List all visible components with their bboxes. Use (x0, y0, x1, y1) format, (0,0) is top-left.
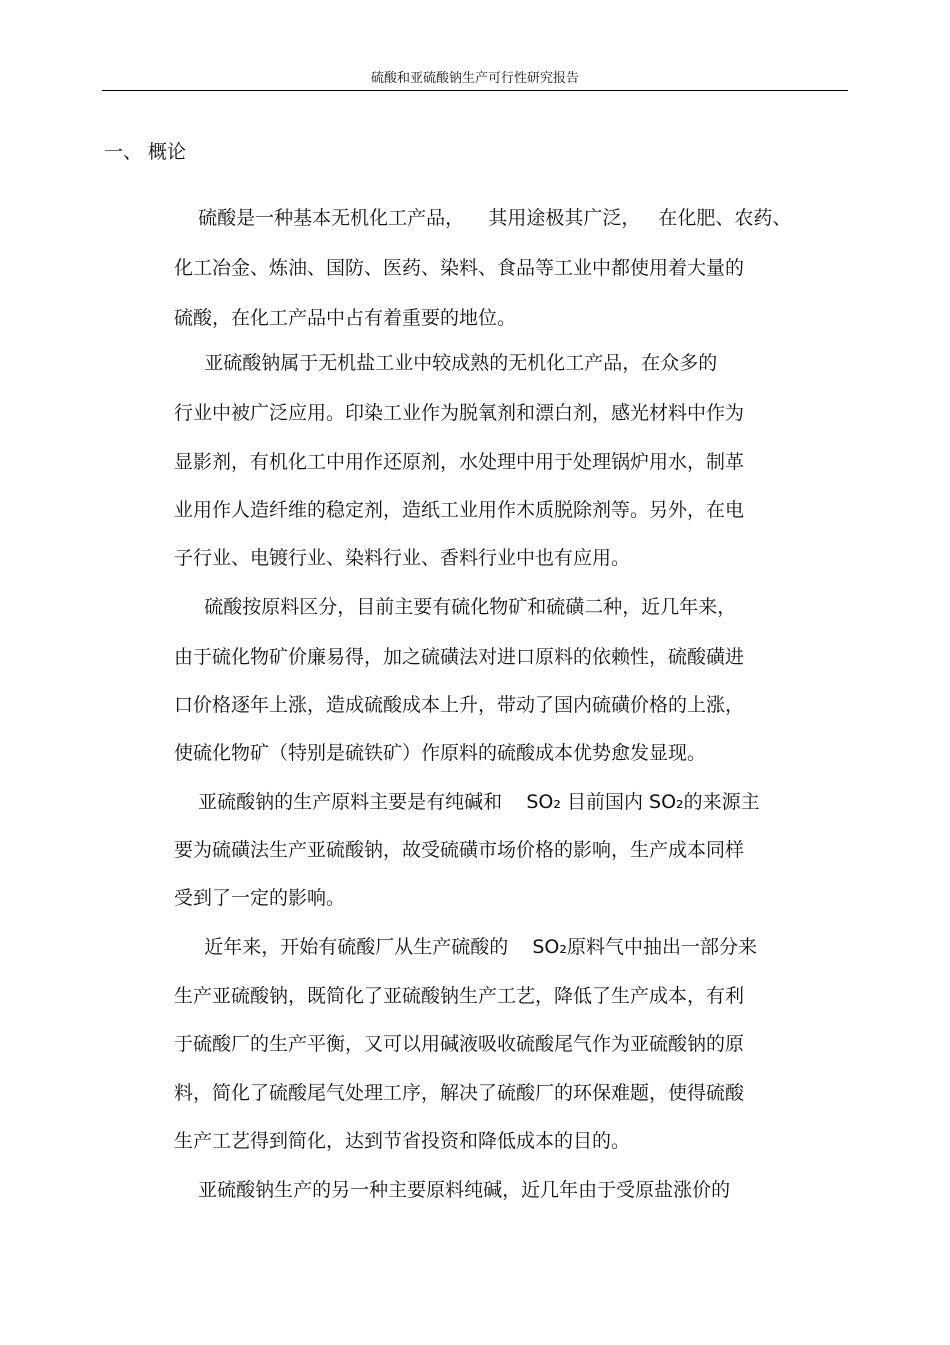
body-line: 硫酸，在化工产品中占有着重要的地位。 (174, 307, 517, 329)
body-line: 由于硫化物矿价廉易得，加之硫磺法对进口原料的依赖性，硫酸磺进 (174, 646, 745, 668)
body-line: 子行业、电镀行业、染料行业、香料行业中也有应用。 (174, 547, 631, 569)
body-line: 亚硫酸钠属于无机盐工业中较成熟的无机化工产品，在众多的 (174, 352, 718, 374)
body-line: 使硫化物矿（特别是硫铁矿）作原料的硫酸成本优势愈发显现。 (174, 742, 707, 764)
body-line: 生产工艺得到简化，达到节省投资和降低成本的目的。 (174, 1130, 631, 1152)
body-line: 亚硫酸钠的生产原料主要是有纯碱和 SO₂ 目前国内 SO₂的来源主 (174, 791, 760, 813)
body-line: 受到了一定的影响。 (174, 887, 346, 909)
body-line: 于硫酸厂的生产平衡，又可以用碱液吸收硫酸尾气作为亚硫酸钠的原 (174, 1033, 745, 1055)
header-rule (102, 90, 848, 91)
body-line: 近年来，开始有硫酸厂从生产硫酸的 SO₂原料气中抽出一部分来 (174, 936, 757, 958)
running-header: 硫酸和亚硫酸钠生产可行性研究报告 (370, 71, 579, 86)
body-line: 生产亚硫酸钠，既简化了亚硫酸钠生产工艺，降低了生产成本，有利 (174, 985, 745, 1007)
body-line: 显影剂，有机化工中用作还原剂，水处理中用于处理锅炉用水，制革 (174, 451, 745, 473)
body-line: 化工冶金、炼油、国防、医药、染料、食品等工业中都使用着大量的 (174, 257, 745, 279)
body-line: 硫酸按原料区分，目前主要有硫化物矿和硫磺二种，近几年来， (174, 596, 737, 618)
body-line: 料，简化了硫酸尾气处理工序，解决了硫酸厂的环保难题，使得硫酸 (174, 1082, 745, 1104)
section-title: 一、 概论 (104, 141, 187, 163)
body-line: 亚硫酸钠生产的另一种主要原料纯碱，近几年由于受原盐涨价的 (174, 1179, 731, 1201)
body-line: 业用作人造纤维的稳定剂，造纸工业用作木质脱除剂等。另外，在电 (174, 499, 745, 521)
body-line: 口价格逐年上涨，造成硫酸成本上升，带动了国内硫磺价格的上涨， (174, 694, 745, 716)
body-line: 要为硫磺法生产亚硫酸钠，故受硫磺市场价格的影响，生产成本同样 (174, 839, 745, 861)
body-line: 硫酸是一种基本无机化工产品， 其用途极其广泛， 在化肥、农药、 (174, 207, 792, 229)
body-line: 行业中被广泛应用。印染工业作为脱氧剂和漂白剂，感光材料中作为 (174, 402, 745, 424)
